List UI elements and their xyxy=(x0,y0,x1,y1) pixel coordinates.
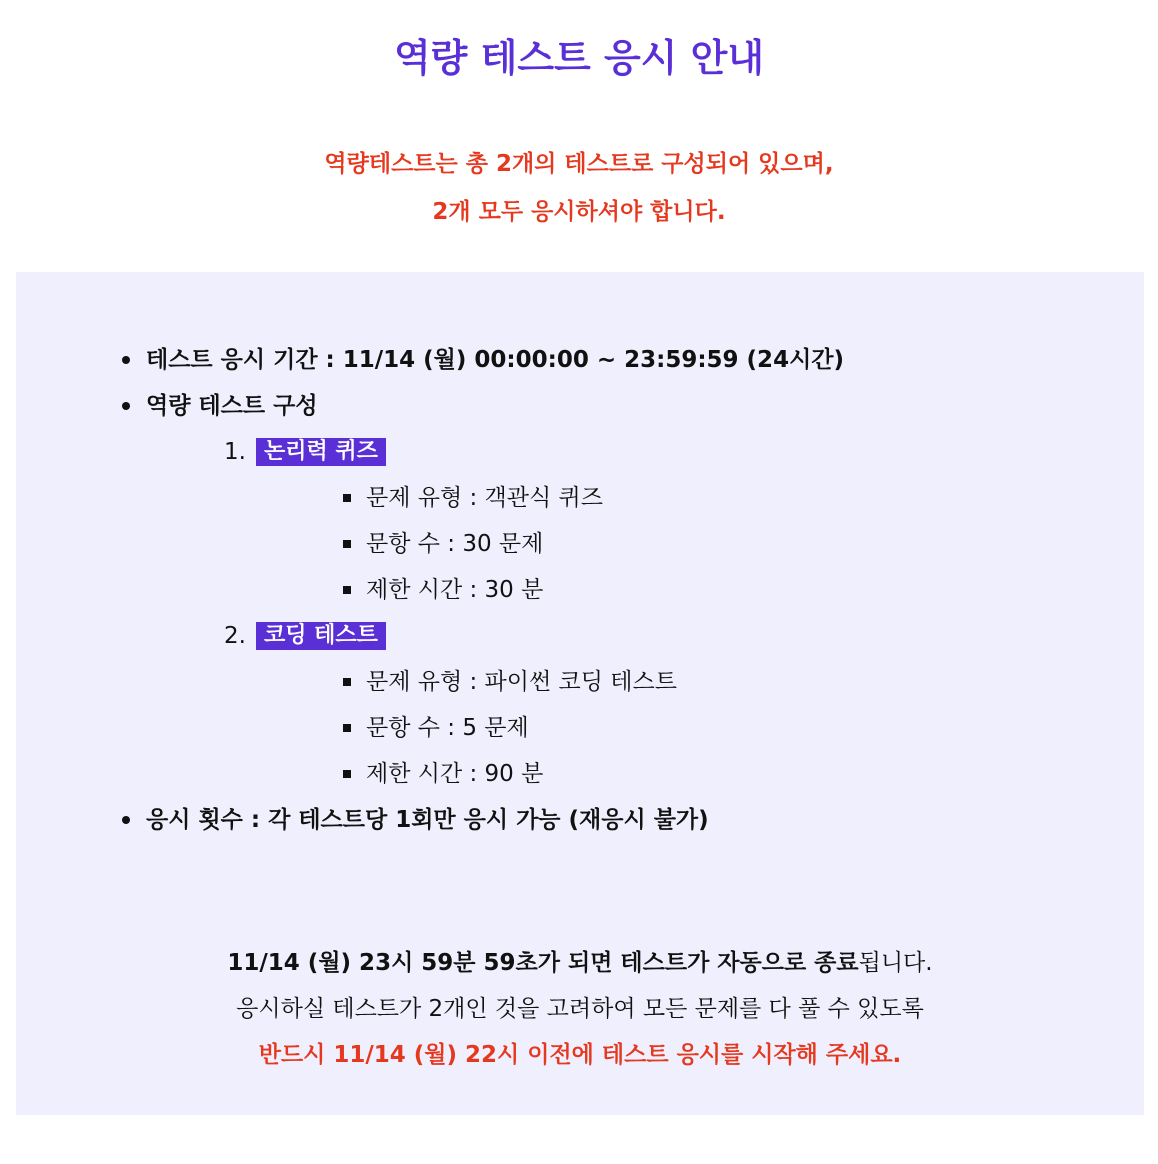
test-detail-text: 문항 수 : 5 문제 xyxy=(366,715,529,741)
bullet-icon xyxy=(122,816,130,824)
test-detail-text: 제한 시간 : 30 분 xyxy=(366,577,544,603)
test-detail-text: 문항 수 : 30 문제 xyxy=(366,531,544,557)
test-count-notice xyxy=(0,140,1158,236)
notice-line-2: 2개 모두 응시하셔야 합니다. xyxy=(432,199,726,225)
test-detail-text: 제한 시간 : 90 분 xyxy=(366,761,544,787)
test-detail-text: 문제 유형 : 파이썬 코딩 테스트 xyxy=(366,669,677,695)
deadline-line-1 xyxy=(16,940,1144,986)
bullet-icon xyxy=(122,402,130,410)
square-bullet-icon xyxy=(343,494,351,502)
square-bullet-icon xyxy=(343,770,351,778)
composition-text: 역량 테스트 구성 xyxy=(146,393,318,419)
test-name-badge: 논리력 퀴즈 xyxy=(256,438,386,466)
test-name-badge: 코딩 테스트 xyxy=(256,622,386,650)
notice-line-1: 역량테스트는 총 2개의 테스트로 구성되어 있으며, xyxy=(324,151,834,177)
square-bullet-icon xyxy=(343,724,351,732)
test-detail-text: 문제 유형 : 객관식 퀴즈 xyxy=(366,485,603,511)
test-number: 2. xyxy=(224,623,246,649)
deadline-line-1-bold: 11/14 (월) 23시 59분 59초가 되면 테스트가 자동으로 종료 xyxy=(227,950,859,976)
deadline-line-2: 응시하실 테스트가 2개인 것을 고려하여 모든 문제를 다 풀 수 있도록 xyxy=(236,996,924,1022)
square-bullet-icon xyxy=(343,678,351,686)
info-panel xyxy=(16,272,1144,1115)
period-text: 테스트 응시 기간 : 11/14 (월) 00:00:00 ~ 23:59:59 (24시간) xyxy=(146,347,845,373)
attempts-text: 응시 횟수 : 각 테스트당 1회만 응시 가능 (재응시 불가) xyxy=(146,807,709,833)
bullet-icon xyxy=(122,356,130,364)
page-title: 역량 테스트 응시 안내 xyxy=(393,36,765,80)
test-number: 1. xyxy=(224,439,246,465)
deadline-line-3: 반드시 11/14 (월) 22시 이전에 테스트 응시를 시작해 주세요. xyxy=(258,1042,902,1068)
square-bullet-icon xyxy=(343,540,351,548)
deadline-line-1-rest: 됩니다. xyxy=(858,950,933,976)
square-bullet-icon xyxy=(343,586,351,594)
deadline-notice xyxy=(16,940,1144,1078)
